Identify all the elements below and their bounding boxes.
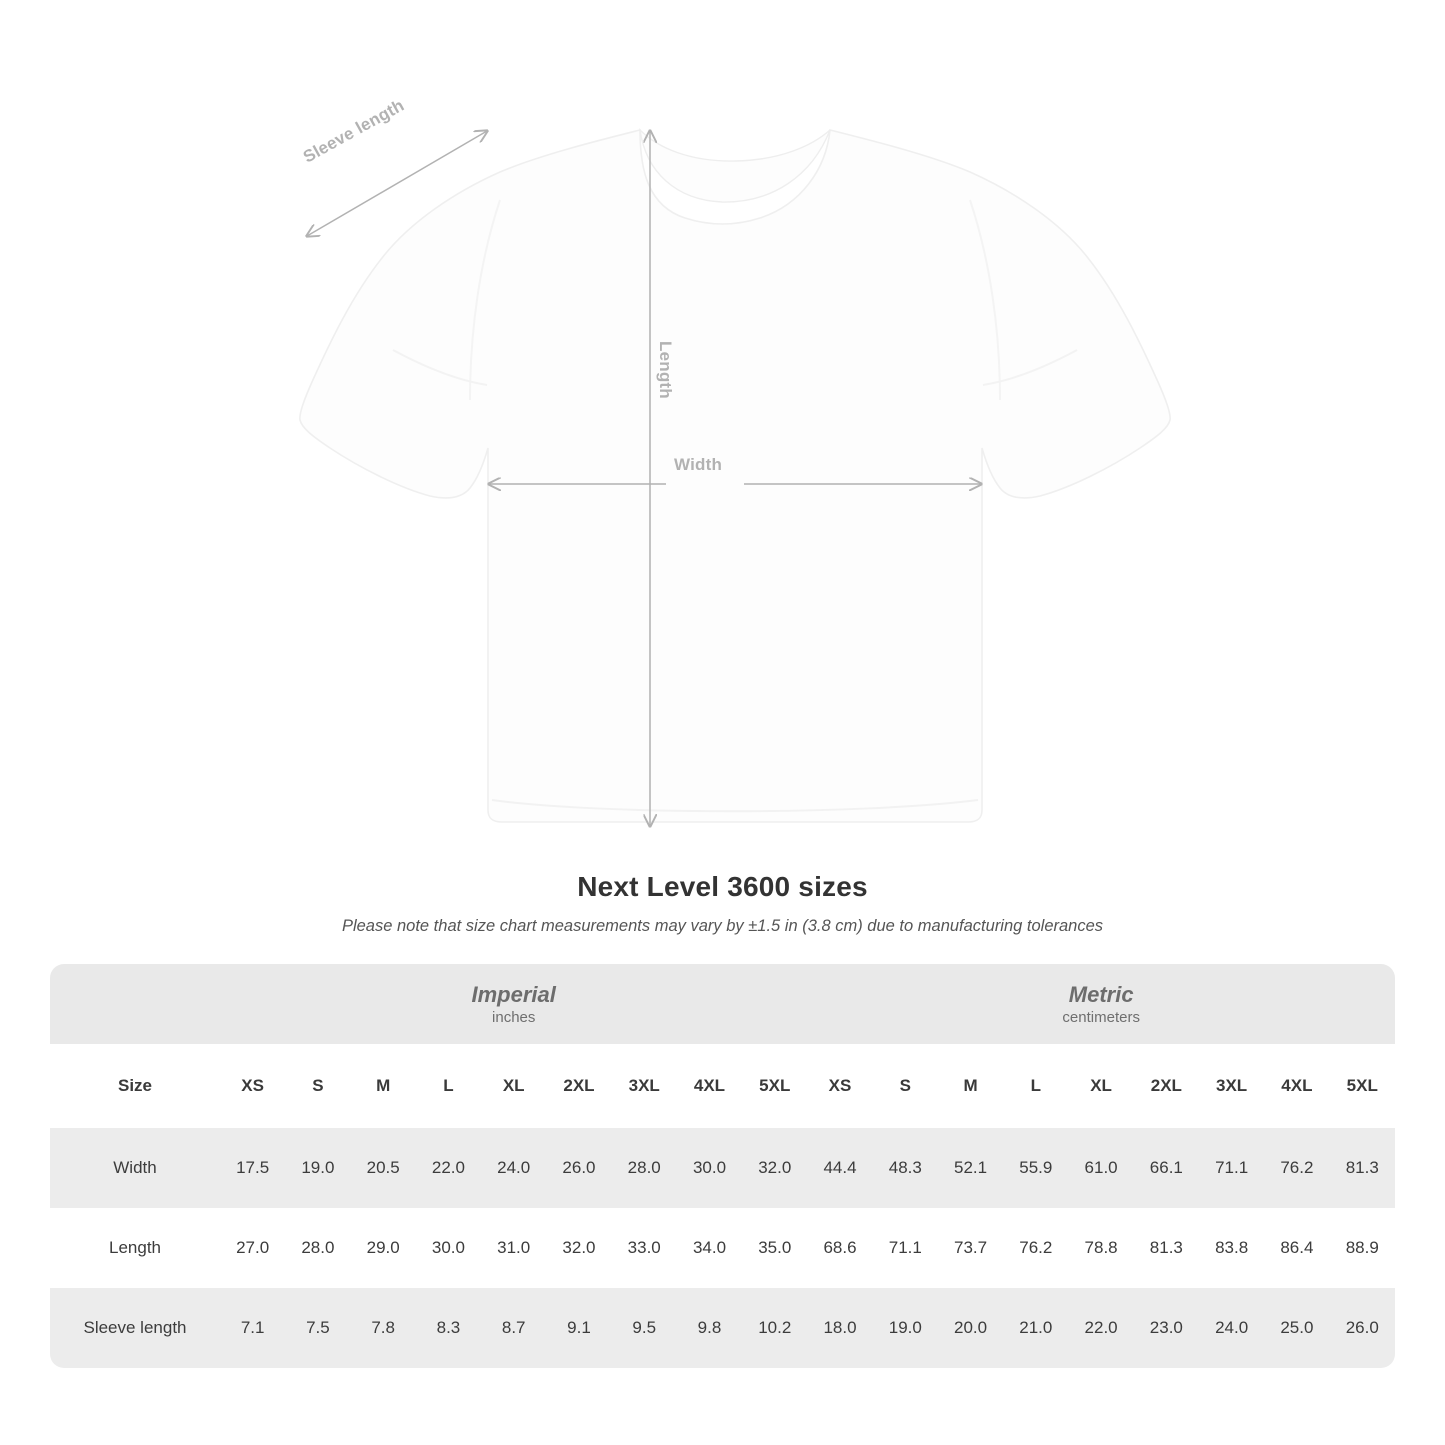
table-row <box>50 1208 1395 1288</box>
measurement-cell: 52.1 <box>938 1128 1003 1208</box>
measurement-cell: 73.7 <box>938 1208 1003 1288</box>
size-column-header: XL <box>481 1044 546 1128</box>
size-header-label: Size <box>50 1044 220 1128</box>
table-row <box>50 1288 1395 1368</box>
measurement-cell: 21.0 <box>1003 1288 1068 1368</box>
measurement-cell: 26.0 <box>1330 1288 1395 1368</box>
measurement-cell: 7.1 <box>220 1288 285 1368</box>
unit-group-imperial <box>220 964 807 1044</box>
measurement-cell: 24.0 <box>481 1128 546 1208</box>
sleeve-length-label: Sleeve length <box>300 95 408 167</box>
measurement-cell: 86.4 <box>1264 1208 1329 1288</box>
measurement-cell: 7.5 <box>285 1288 350 1368</box>
measurement-cell: 26.0 <box>546 1128 611 1208</box>
measurement-cell: 32.0 <box>546 1208 611 1288</box>
size-column-header: M <box>938 1044 1003 1128</box>
measurement-cell: 23.0 <box>1134 1288 1199 1368</box>
measurement-cell: 44.4 <box>807 1128 872 1208</box>
measurement-cell: 7.8 <box>351 1288 416 1368</box>
length-label: Length <box>656 341 675 399</box>
measurement-cell: 68.6 <box>807 1208 872 1288</box>
measurement-cell: 22.0 <box>1068 1288 1133 1368</box>
size-column-header: 5XL <box>1330 1044 1395 1128</box>
measurement-cell: 9.1 <box>546 1288 611 1368</box>
table-row <box>50 1128 1395 1208</box>
table-corner-cell <box>50 964 220 1044</box>
measurement-cell: 19.0 <box>285 1128 350 1208</box>
measurement-cell: 25.0 <box>1264 1288 1329 1368</box>
measurement-cell: 28.0 <box>285 1208 350 1288</box>
tolerance-note: Please note that size chart measurements may vary by ±1.5 in (3.8 cm) due to manufacturing tolerances <box>341 917 1104 935</box>
size-column-header: XS <box>807 1044 872 1128</box>
size-column-header: 2XL <box>1134 1044 1199 1128</box>
measurement-cell: 27.0 <box>220 1208 285 1288</box>
measurement-cell: 28.0 <box>612 1128 677 1208</box>
unit-group-sub: inches <box>492 1009 536 1027</box>
width-label: Width <box>674 455 723 474</box>
measurement-cell: 18.0 <box>807 1288 872 1368</box>
measurement-cell: 88.9 <box>1330 1208 1395 1288</box>
measurement-cell: 48.3 <box>873 1128 938 1208</box>
size-column-header: 3XL <box>1199 1044 1264 1128</box>
measurement-cell: 71.1 <box>873 1208 938 1288</box>
measurement-row-label: Sleeve length <box>50 1288 220 1368</box>
size-table-wrap <box>50 964 1395 1368</box>
measurement-cell: 9.8 <box>677 1288 742 1368</box>
size-column-header: S <box>873 1044 938 1128</box>
size-column-header: XS <box>220 1044 285 1128</box>
size-column-header: 2XL <box>546 1044 611 1128</box>
measurement-cell: 32.0 <box>742 1128 807 1208</box>
measurement-cell: 71.1 <box>1199 1128 1264 1208</box>
unit-group-name: Metric <box>1068 981 1134 1007</box>
measurement-cell: 30.0 <box>416 1208 481 1288</box>
page-title: Next Level 3600 sizes <box>577 871 868 902</box>
unit-group-name: Imperial <box>471 981 556 1007</box>
measurement-cell: 81.3 <box>1330 1128 1395 1208</box>
measurement-cell: 66.1 <box>1134 1128 1199 1208</box>
measurement-cell: 29.0 <box>351 1208 416 1288</box>
size-column-header: XL <box>1068 1044 1133 1128</box>
size-column-header: 5XL <box>742 1044 807 1128</box>
measurement-cell: 20.0 <box>938 1288 1003 1368</box>
measurement-cell: 10.2 <box>742 1288 807 1368</box>
measurement-cell: 81.3 <box>1134 1208 1199 1288</box>
measurement-cell: 20.5 <box>351 1128 416 1208</box>
measurement-cell: 8.3 <box>416 1288 481 1368</box>
measurement-cell: 31.0 <box>481 1208 546 1288</box>
measurement-row-label: Width <box>50 1128 220 1208</box>
unit-group-sub: centimeters <box>1062 1009 1140 1027</box>
measurement-cell: 8.7 <box>481 1288 546 1368</box>
size-column-header: 4XL <box>1264 1044 1329 1128</box>
measurement-cell: 9.5 <box>612 1288 677 1368</box>
measurement-cell: 76.2 <box>1003 1208 1068 1288</box>
measurement-cell: 33.0 <box>612 1208 677 1288</box>
tshirt-shape <box>300 130 1170 822</box>
size-header-row <box>50 1044 1395 1128</box>
measurement-cell: 24.0 <box>1199 1288 1264 1368</box>
measurement-cell: 61.0 <box>1068 1128 1133 1208</box>
measurement-cell: 34.0 <box>677 1208 742 1288</box>
measurement-cell: 19.0 <box>873 1288 938 1368</box>
measurement-cell: 35.0 <box>742 1208 807 1288</box>
size-table <box>50 964 1395 1368</box>
measurement-cell: 17.5 <box>220 1128 285 1208</box>
measurement-cell: 78.8 <box>1068 1208 1133 1288</box>
measurement-cell: 22.0 <box>416 1128 481 1208</box>
measurement-cell: 30.0 <box>677 1128 742 1208</box>
measurement-cell: 55.9 <box>1003 1128 1068 1208</box>
measurement-cell: 76.2 <box>1264 1128 1329 1208</box>
unit-group-metric <box>807 964 1395 1044</box>
size-column-header: M <box>351 1044 416 1128</box>
measurement-cell: 83.8 <box>1199 1208 1264 1288</box>
size-column-header: 3XL <box>612 1044 677 1128</box>
size-column-header: S <box>285 1044 350 1128</box>
measurement-row-label: Length <box>50 1208 220 1288</box>
size-column-header: L <box>1003 1044 1068 1128</box>
size-column-header: 4XL <box>677 1044 742 1128</box>
unit-group-header-row <box>50 964 1395 1044</box>
size-column-header: L <box>416 1044 481 1128</box>
